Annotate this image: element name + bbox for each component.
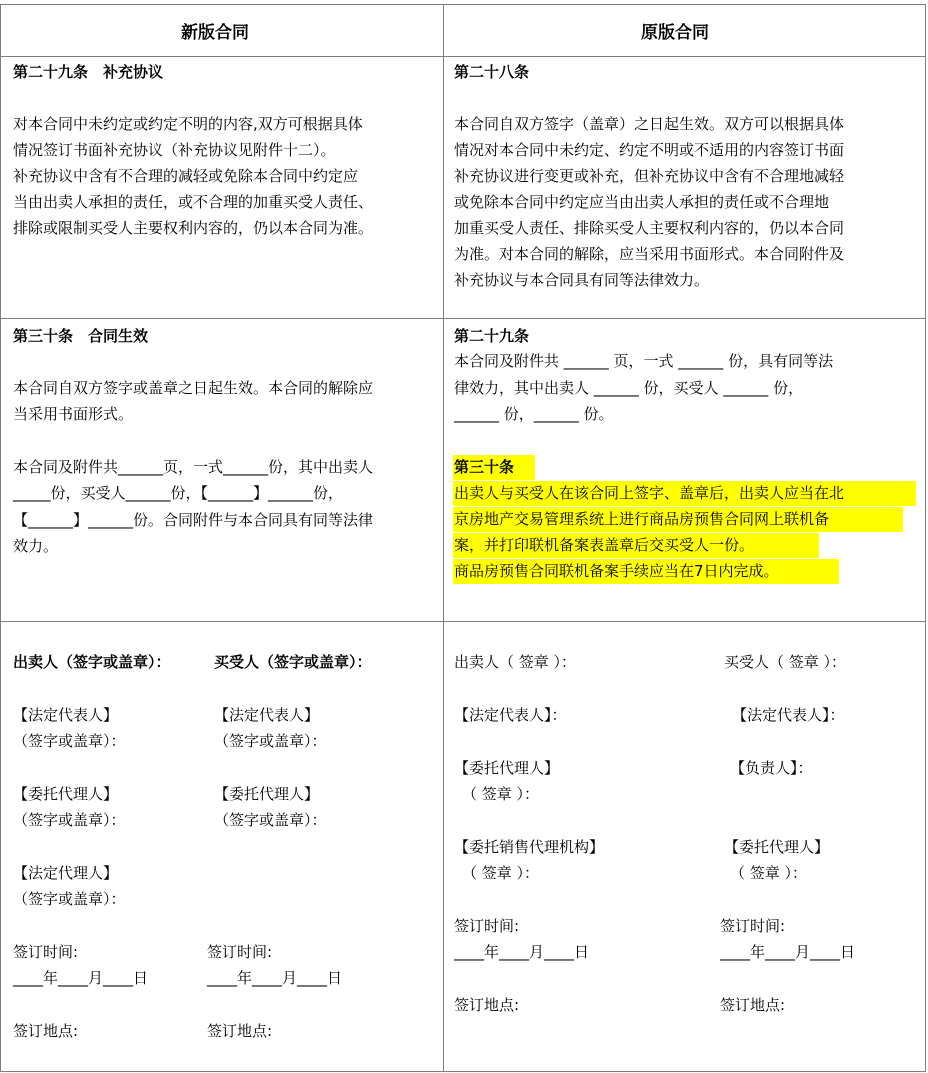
new-copies-line: 本合同及附件共______页，一式______份，其中出卖人 — [13, 458, 374, 476]
old-version-header: 原版合同 — [641, 23, 709, 43]
old-seller-sign: 出卖人（ 签章 ）： — [454, 653, 577, 671]
old-buyer-entrusted-agent: 【委托代理人】 — [724, 838, 830, 856]
old-art30-line: 商品房预售合同联机备案手续应当在7日内完成。 — [454, 562, 779, 580]
new-seller-legal-rep: 【法定代表人】 — [13, 706, 119, 724]
new-art30-title: 第三十条 合同生效 — [13, 327, 149, 345]
new-seller-date: ____年____月____日 — [13, 969, 149, 987]
old-seller-legal-rep: 【法定代表人】： — [454, 706, 567, 724]
new-art30-line: 本合同自双方签字或盖章之日起生效。本合同的解除应 — [13, 379, 374, 397]
new-seller-sign-time: 签订时间: — [13, 943, 79, 961]
new-seller-sign-or-seal: （签字或盖章）： — [13, 811, 126, 829]
old-art30-line: 案，并打印联机备案表盖章后交买受人一份。 — [454, 536, 755, 554]
new-version-header: 新版合同 — [181, 23, 249, 43]
old-buyer-sign: 买受人（ 签章 ）： — [724, 653, 847, 671]
new-buyer-sign-time: 签订时间: — [207, 943, 273, 961]
old-art29-title: 第二十九条 — [454, 327, 530, 345]
new-copies-line: 【______】______份。合同附件与本合同具有同等法律 — [13, 511, 374, 529]
old-buyer-seal: （ 签章 ）： — [730, 864, 808, 882]
new-seller-sign-place: 签订地点: — [13, 1022, 79, 1040]
old-art28-line: 补充协议进行变更或补充，但补充协议中含有不合理地减轻 — [454, 167, 845, 185]
old-art28-line: 或免除本合同中约定应当由出卖人承担的责任或不合理地 — [454, 193, 830, 211]
new-buyer-sign-or-seal: （签字或盖章）： — [214, 811, 327, 829]
old-art28-line: 加重买受人责任、排除买受人主要权利内容的，仍以本合同 — [454, 219, 845, 237]
old-art30-line: 京房地产交易管理系统上进行商品房预售合同网上联机备 — [454, 510, 830, 528]
old-art28-line: 补充协议与本合同具有同等法律效力。 — [454, 271, 710, 289]
column-divider — [443, 4, 444, 1072]
old-buyer-responsible: 【负责人】： — [730, 759, 813, 777]
new-art29-line: 情况签订书面补充协议（补充协议见附件十二）。 — [13, 141, 336, 159]
new-art30-line: 当采用书面形式。 — [13, 405, 134, 423]
old-art28-line: 本合同自双方签字（盖章）之日起生效。双方可以根据具体 — [454, 115, 845, 133]
new-seller-statutory-agent: 【法定代理人】 — [13, 864, 119, 882]
old-seller-sign-time: 签订时间: — [454, 917, 520, 935]
old-buyer-date: ____年____月____日 — [720, 943, 856, 961]
new-buyer-sign-place: 签订地点: — [207, 1022, 273, 1040]
old-copies-line: ______ 份，______ 份。 — [454, 405, 614, 423]
new-seller-sign-or-seal: （签字或盖章）： — [13, 890, 126, 908]
new-art29-line: 排除或限制买受人主要权利内容的，仍以本合同为准。 — [13, 219, 374, 237]
old-buyer-legal-rep: 【法定代表人】： — [732, 706, 845, 724]
old-art30-title: 第三十条 — [454, 458, 515, 476]
new-copies-line: 效力。 — [13, 537, 59, 555]
new-art29-title: 第二十九条 补充协议 — [13, 63, 164, 81]
old-seller-seal: （ 签章 ）： — [462, 864, 540, 882]
old-seller-date: ____年____月____日 — [454, 943, 590, 961]
new-seller-entrusted-agent: 【委托代理人】 — [13, 785, 119, 803]
old-art28-title: 第二十八条 — [454, 63, 530, 81]
old-seller-entrusted-agent: 【委托代理人】 — [454, 759, 560, 777]
old-art28-line: 为准。对本合同的解除，应当采用书面形式。本合同附件及 — [454, 245, 845, 263]
old-buyer-sign-time: 签订时间: — [720, 917, 786, 935]
new-buyer-date: ____年____月____日 — [207, 969, 343, 987]
old-art28-line: 情况对本合同中未约定、约定不明或不适用的内容签订书面 — [454, 141, 845, 159]
new-seller-sign-or-seal: （签字或盖章）： — [13, 732, 126, 750]
new-art29-line: 当由出卖人承担的责任，或不合理的加重买受人责任、 — [13, 193, 374, 211]
new-buyer-legal-rep: 【法定代表人】 — [214, 706, 320, 724]
new-buyer-entrusted-agent: 【委托代理人】 — [214, 785, 320, 803]
new-seller-sign: 出卖人（签字或盖章）： — [13, 653, 171, 671]
old-copies-line: 律效力，其中出卖人 ______ 份，买受人 ______ 份， — [454, 379, 804, 397]
new-copies-line: _____份，买受人______份，【______】______份， — [13, 484, 344, 502]
new-buyer-sign: 买受人（签字或盖章）： — [214, 653, 372, 671]
old-seller-seal: （ 签章 ）： — [462, 785, 540, 803]
old-art30-line: 出卖人与买受人在该合同上签字、盖章后，出卖人应当在北 — [454, 484, 845, 502]
row-divider — [0, 318, 926, 319]
old-copies-line: 本合同及附件共 ______ 页，一式 ______ 份，具有同等法 — [454, 352, 834, 370]
row-divider — [0, 56, 926, 57]
new-art29-line: 补充协议中含有不合理的减轻或免除本合同中约定应 — [13, 167, 359, 185]
row-divider — [0, 621, 926, 622]
old-buyer-sign-place: 签订地点: — [720, 996, 786, 1014]
old-seller-sales-agency: 【委托销售代理机构】 — [454, 838, 605, 856]
new-buyer-sign-or-seal: （签字或盖章）： — [214, 732, 327, 750]
old-seller-sign-place: 签订地点: — [454, 996, 520, 1014]
new-art29-line: 对本合同中未约定或约定不明的内容,双方可根据具体 — [13, 115, 363, 133]
